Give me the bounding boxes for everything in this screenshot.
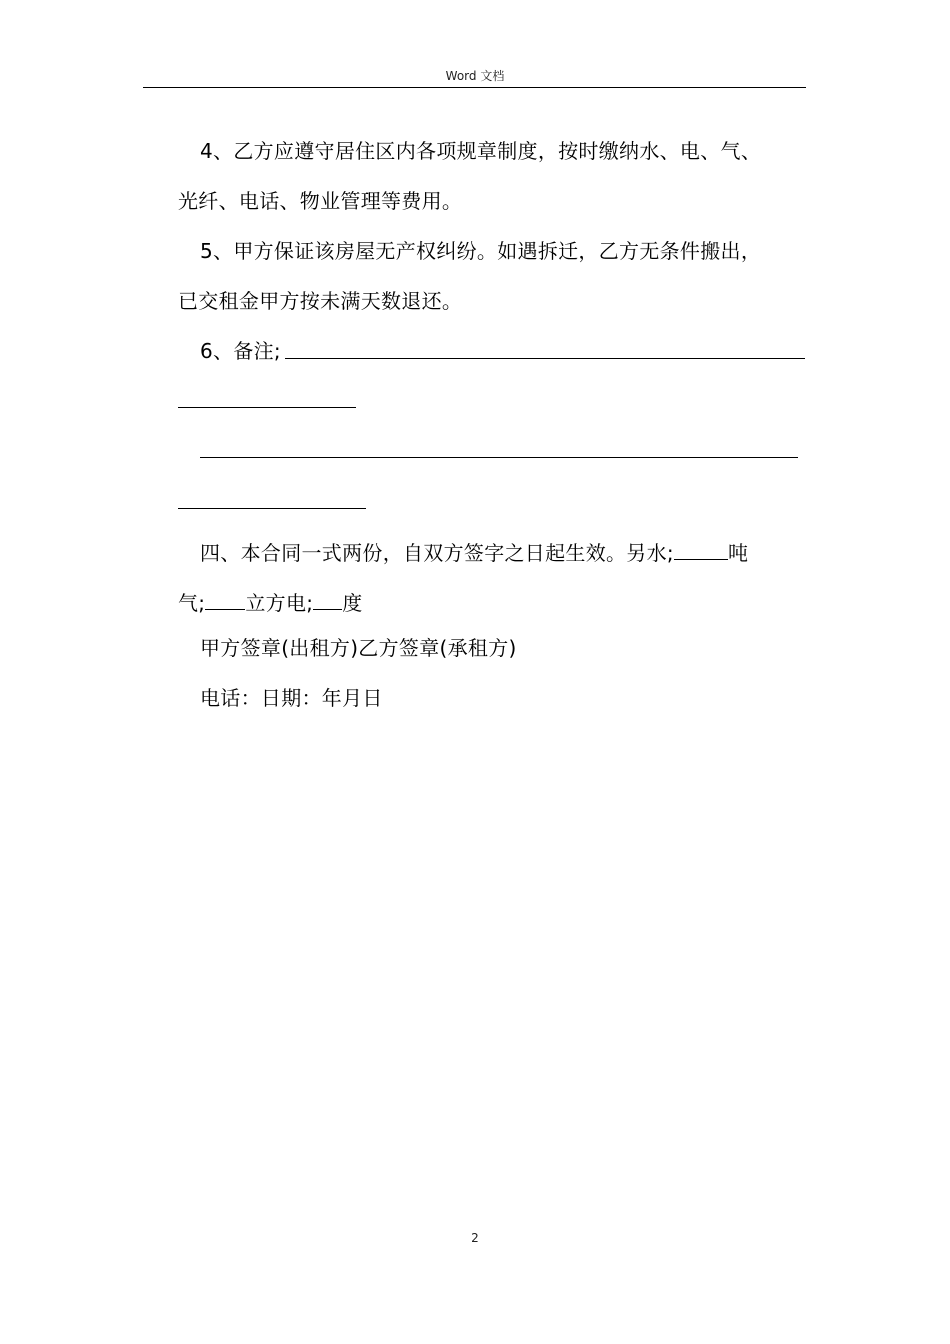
remarks-blank-line-1	[285, 358, 805, 359]
gas-label: 气;	[178, 591, 206, 615]
document-header: Word 文档	[445, 69, 505, 83]
remarks-blank-line-3	[200, 457, 798, 458]
water-unit: 吨	[727, 541, 749, 565]
clause-5-line-1: 5、甲方保证该房屋无产权纠纷。如遇拆迁，乙方无条件搬出，	[200, 239, 762, 263]
remarks-label: 6、备注;	[200, 339, 281, 363]
remarks-blank-line-4	[178, 508, 366, 509]
clause-four-line-1	[200, 537, 748, 567]
water-amount-blank	[674, 537, 728, 560]
power-amount-blank	[313, 587, 342, 610]
clause-5-line-2: 已交租金甲方按未满天数退还。	[178, 289, 463, 313]
signature-line: 甲方签章(出租方)乙方签章(承租方)	[200, 636, 517, 660]
page-number: 2	[471, 1231, 479, 1245]
gas-unit: 立方电;	[245, 591, 314, 615]
clause-4-line-1: 4、乙方应遵守居住区内各项规章制度，按时缴纳水、电、气、	[200, 139, 762, 163]
remarks-blank-line-2	[178, 407, 356, 408]
power-unit: 度	[342, 591, 363, 615]
gas-amount-blank	[205, 587, 245, 610]
header-divider	[143, 87, 806, 88]
clause-four-text: 四、本合同一式两份，自双方签字之日起生效。另水;	[200, 541, 674, 565]
clause-four-line-2	[178, 587, 363, 617]
contact-date-line: 电话：日期：年月日	[200, 686, 383, 710]
clause-4-line-2: 光纤、电话、物业管理等费用。	[178, 189, 463, 213]
